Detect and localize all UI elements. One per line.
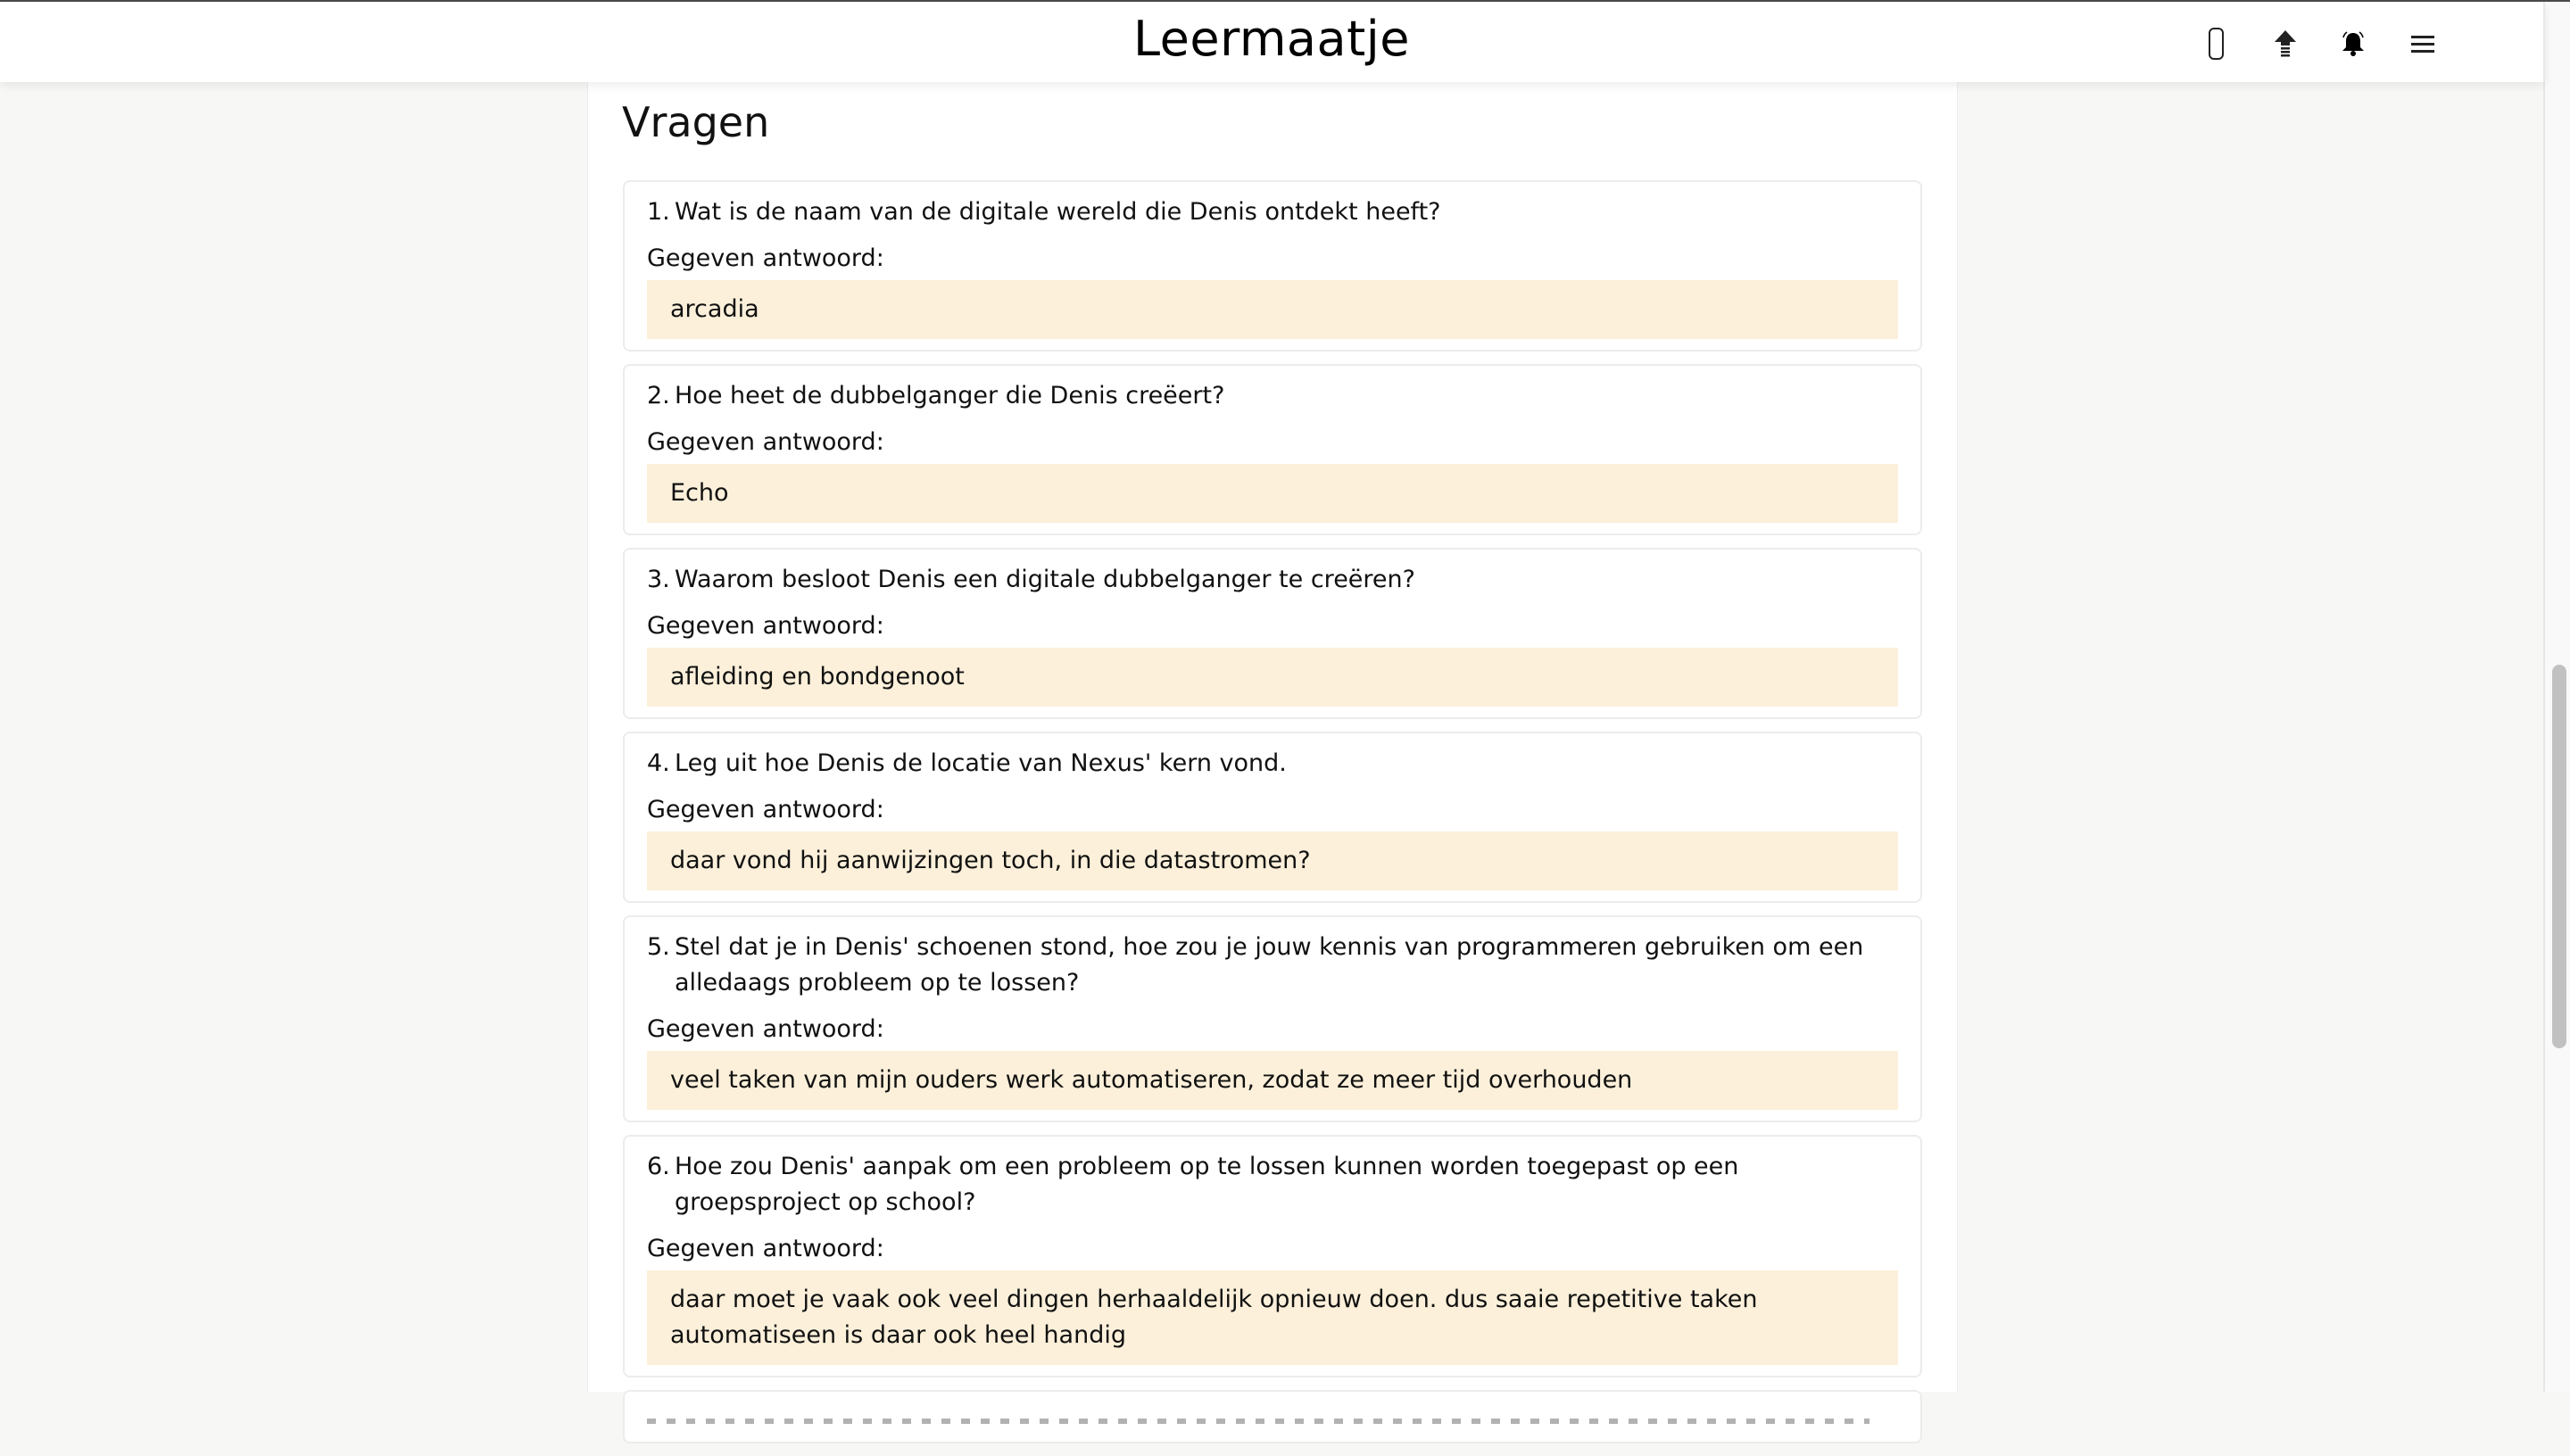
answer-label: Gegeven antwoord: [647, 428, 884, 456]
question-text: 2. Hoe heet de dubbelganger die Denis creëert? [647, 378, 1898, 414]
question-text: 1. Wat is de naam van de digitale wereld die Denis ontdekt heeft? [647, 194, 1898, 230]
cut-off-question-text [647, 1419, 1869, 1424]
answer-label: Gegeven antwoord: [647, 796, 884, 823]
answer-label: Gegeven antwoord: [647, 1015, 884, 1043]
bell-icon[interactable] [2333, 23, 2374, 64]
scrollbar-thumb[interactable] [2552, 665, 2566, 1048]
page-title: Vragen [622, 98, 770, 146]
question-card [623, 732, 1922, 903]
question-card-cut-off [623, 1390, 1922, 1444]
question-text: 3. Waarom besloot Denis een digitale dubbelganger te creëren? [647, 562, 1898, 598]
given-answer: Echo [647, 464, 1898, 523]
given-answer: veel taken van mijn ouders werk automatiseren, zodat ze meer tijd overhouden [647, 1051, 1898, 1110]
answer-label: Gegeven antwoord: [647, 244, 884, 272]
question-number: 3. [647, 566, 670, 593]
device-icon[interactable] [2195, 23, 2236, 64]
upload-icon[interactable] [2265, 23, 2306, 64]
question-card [623, 548, 1922, 719]
question-list [623, 180, 1922, 1456]
question-text: 4. Leg uit hoe Denis de locatie van Nexus' kern vond. [647, 746, 1898, 782]
question-text: 5. Stel dat je in Denis' schoenen stond, hoe zou je jouw kennis van programmeren gebruiken om een alledaags probleem op te lossen? [647, 930, 1898, 1001]
question-card [623, 364, 1922, 535]
app-header [0, 2, 2545, 82]
question-card [623, 180, 1922, 352]
question-number: 4. [647, 749, 670, 777]
question-card [623, 915, 1922, 1122]
menu-icon[interactable] [2402, 23, 2443, 64]
question-number: 1. [647, 198, 670, 226]
given-answer: daar vond hij aanwijzingen toch, in die datastromen? [647, 831, 1898, 890]
content-panel [587, 82, 1958, 1392]
question-card [623, 1135, 1922, 1377]
brand-logo[interactable]: Leermaatje [1132, 11, 1410, 67]
question-number: 2. [647, 382, 670, 410]
given-answer: arcadia [647, 280, 1898, 339]
answer-label: Gegeven antwoord: [647, 1235, 884, 1262]
given-answer: afleiding en bondgenoot [647, 648, 1898, 707]
given-answer: daar moet je vaak ook veel dingen herhaaldelijk opnieuw doen. dus saaie repetitive taken automatiseen is daar ook heel handig [647, 1270, 1898, 1365]
question-number: 5. [647, 933, 670, 961]
scrollbar[interactable] [2543, 2, 2570, 1392]
answer-label: Gegeven antwoord: [647, 612, 884, 640]
header-actions [2317, 2, 2543, 82]
question-text: 6. Hoe zou Denis' aanpak om een probleem op te lossen kunnen worden toegepast op een groepsproject op school? [647, 1149, 1898, 1220]
question-number: 6. [647, 1153, 670, 1180]
